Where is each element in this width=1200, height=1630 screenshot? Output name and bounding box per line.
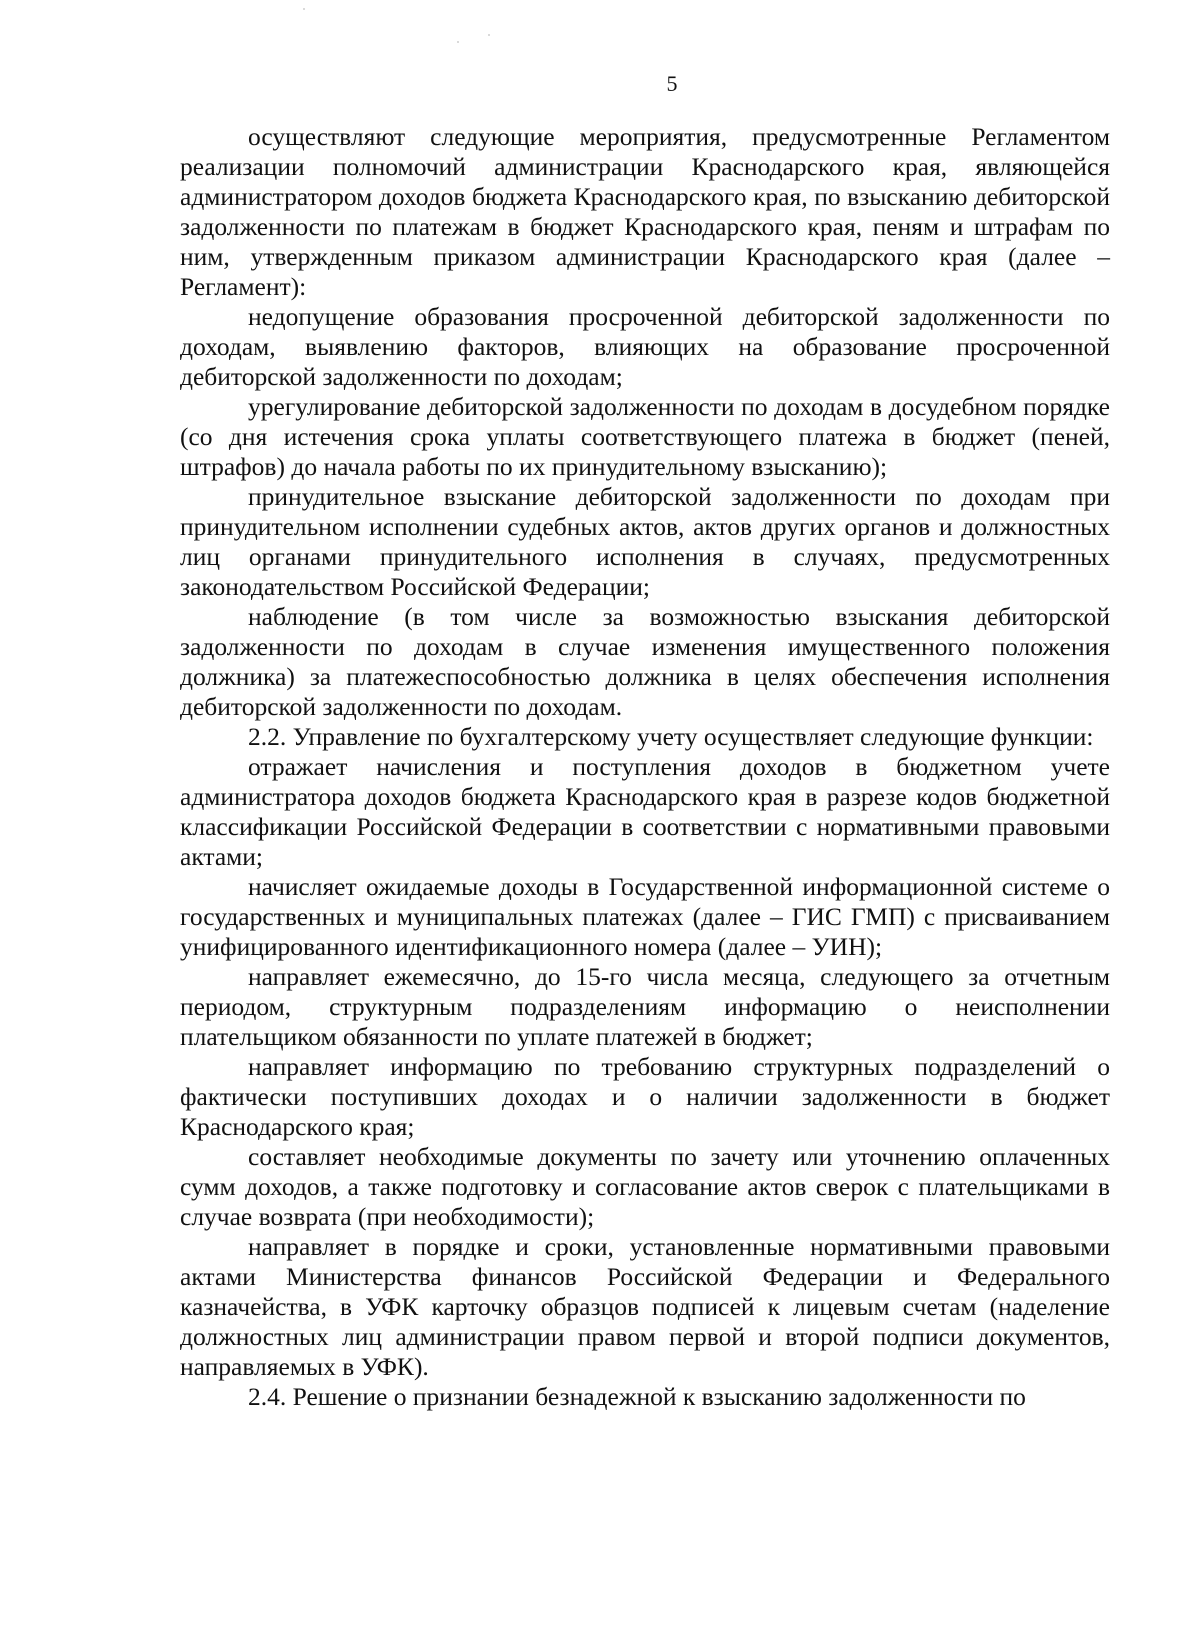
paragraph-measures-intro: осуществляют следующие мероприятия, предусмотренные Регламентом реализации полномочий администрации Краснодарского края, являющейся администратором доходов бюджета Краснодарского края, по взысканию дебиторской задолженности по платежам в бюджет Краснодарского края, пеням и штрафам по ним, утвержденным приказом администрации Краснодарского края (далее – Регламент):: [180, 122, 1110, 301]
paragraph-pretrial-settlement: урегулирование дебиторской задолженности по доходам в досудебном порядке (со дня истечения срока уплаты соответствующего платежа в бюджет (пеней, штрафов) до начала работы по их принудительному взысканию);: [180, 392, 1110, 481]
scan-speck: [488, 34, 490, 36]
paragraph-monitoring: наблюдение (в том числе за возможностью взыскания дебиторской задолженности по доходам в случае изменения имущественного положения должника) за платежеспособностью должника в целях обеспечения исполнения дебиторской задолженности по доходам.: [180, 602, 1110, 721]
paragraph-enforced-collection: принудительное взыскание дебиторской задолженности по доходам при принудительном исполнении судебных актов, актов других органов и должностных лиц органами принудительного исполнения в случаях, предусмотренных законодательством Российской Федерации;: [180, 482, 1110, 601]
document-body: [180, 122, 1110, 1412]
paragraph-section-2-4: 2.4. Решение о признании безнадежной к взысканию задолженности по: [248, 1382, 1026, 1411]
paragraph-gis-gmp-accrual: начисляет ожидаемые доходы в Государственной информационной системе о государственных и муниципальных платежах (далее – ГИС ГМП) с присваиванием унифицированного идентификационного номера (далее – УИН);: [180, 872, 1110, 961]
page-number: 5: [666, 71, 678, 96]
paragraph-monthly-report: направляет ежемесячно, до 15-го числа месяца, следующего за отчетным периодом, структурным подразделениям информацию о неисполнении плательщиком обязанности по уплате платежей в бюджет;: [180, 962, 1110, 1051]
paragraph-signature-cards: направляет в порядке и сроки, установленные нормативными правовыми актами Министерства финансов Российской Федерации и Федерального казначейства, в УФК карточку образцов подписей к лицевым счетам (наделение должностных лиц администрации правом первой и второй подписи документов, направляемых в УФК).: [180, 1232, 1110, 1381]
scan-speck: [303, 8, 305, 10]
paragraph-offset-documents: составляет необходимые документы по зачету или уточнению оплаченных сумм доходов, а также подготовку и согласование актов сверок с плательщиками в случае возврата (при необходимости);: [180, 1142, 1110, 1231]
paragraph-section-2-2: 2.2. Управление по бухгалтерскому учету осуществляет следующие функции:: [248, 722, 1094, 751]
paragraph-prevention: недопущение образования просроченной дебиторской задолженности по доходам, выявлению факторов, влияющих на образование просроченной дебиторской задолженности по доходам;: [180, 302, 1110, 391]
scan-speck: [457, 41, 459, 43]
paragraph-accounting-reflection: отражает начисления и поступления доходов в бюджетном учете администратора доходов бюджета Краснодарского края в разрезе кодов бюджетной классификации Российской Федерации в соответствии с нормативными правовыми актами;: [180, 752, 1110, 871]
paragraph-income-info: направляет информацию по требованию структурных подразделений о фактически поступивших доходах и о наличии задолженности в бюджет Краснодарского края;: [180, 1052, 1110, 1141]
